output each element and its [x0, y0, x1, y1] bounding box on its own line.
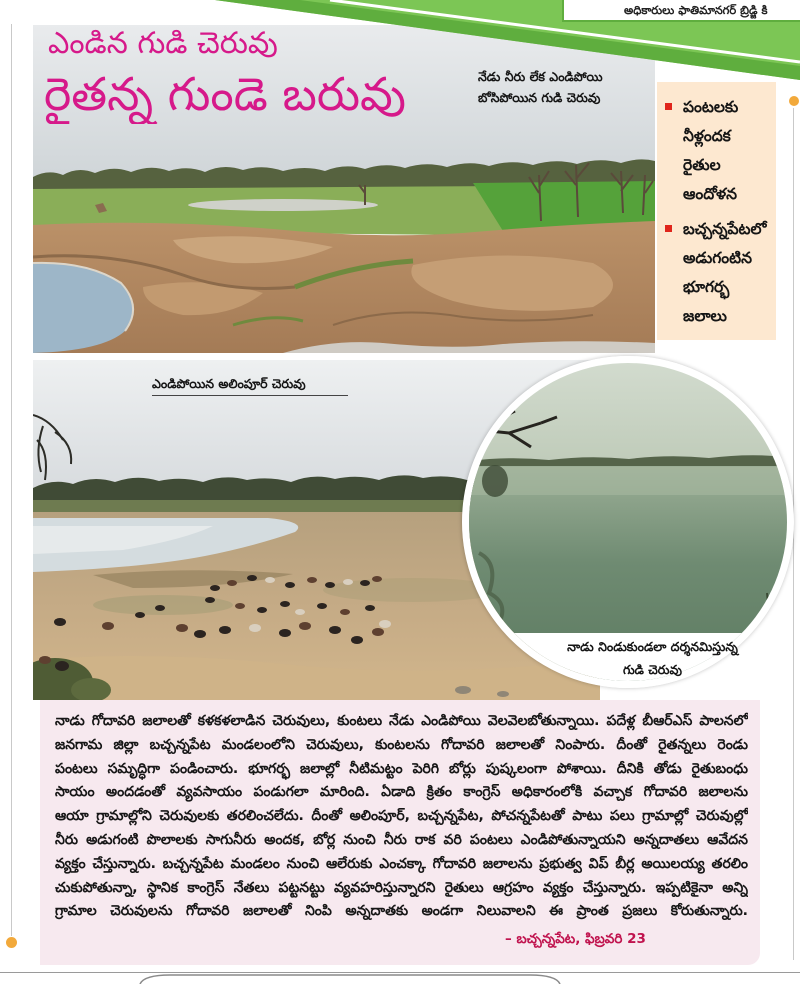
photo1-caption-line: నేడు నీరు లేక ఎండిపోయి — [478, 69, 603, 84]
highlight-line: అడుగంటిన — [683, 249, 752, 267]
photo1-caption-line: బోసిపోయిన గుడి చెరువు — [478, 90, 601, 105]
highlight-line: రైతుల — [683, 156, 721, 174]
highlight-line: బచ్చన్నపేటలో — [683, 220, 767, 238]
headline-title: రైతన్న గుండె బరువు — [44, 67, 406, 121]
article-line: వ్యక్తం చేస్తున్నారు. బచ్చన్నపేట మండలం నుంచి ఆలేరుకు ఎంచక్కా గోదావరి జలాలను ప్రభుత్వ విప్ బీర్ల అయిలయ్య తరలిం — [55, 855, 748, 872]
photo1-caption — [478, 66, 650, 108]
next-story-box-edge — [0, 964, 800, 984]
inset-caption-line: నాడు నిండుకుండలా దర్శనమిస్తున్న — [567, 639, 738, 654]
square-bullet-icon — [665, 103, 672, 110]
article-line: చుకుపోతున్నా, స్థానిక కాంగ్రెస్ నేతలు పట్టనట్టు వ్యవహరిస్తున్నారని రైతులు ఆగ్రహం వ్యక్తం చేస్తున్నారు. ఇప్పటికైనా అన్ని — [55, 879, 748, 896]
highlight-item — [657, 93, 776, 209]
highlight-line: పంటలకు — [683, 98, 739, 116]
highlight-item — [657, 215, 776, 331]
left-column-rule — [11, 24, 12, 936]
article-body-box — [40, 700, 760, 965]
photo2-caption: ఎండిపోయిన అలింపూర్ చెరువు — [152, 374, 348, 396]
highlight-line: జలాలు — [683, 307, 727, 325]
article-line: పంటలు సమృద్ధిగా పండించారు. భూగర్భ జలాల్లో నీటిమట్టం పెరిగి బోర్లు పుష్కలంగా పోశాయి. దీనికి తోడు రైతుబంధు — [55, 760, 748, 777]
article-line: నాడు గోదావరి జలాలతో కళకళలాడిన చెరువులు, కుంటలు నేడు ఎండిపోయి వెలవెలబోతున్నాయి. పదేళ్ల బీఆర్ఎస్ పాలనలో — [55, 713, 748, 729]
article-text — [55, 710, 748, 924]
article-line: ఆయా గ్రామాల్లోని చెరువులకు తరలించలేదు. దీంతో అలింపూర్, బచ్చన్నపేట, పోచన్నపేటతో పాటు పలు గ్రామాల్లో చెరువుల్లో — [55, 808, 748, 825]
inset-caption-line: గుడి చెరువు — [623, 662, 682, 677]
article-line: గ్రామాల చెరువులను గోదావరి జలాలతో నింపి అన్నదాతకు అండగా నిలువాలని ఈ ప్రాంత ప్రజలు కోరుతున్నారు. — [55, 903, 748, 920]
article-line: నీరు అడుగంటి పొలాలకు సాగునీరు అందక, బోర్ల నుంచి నీరు రాక వరి పంటలు ఎండిపోతున్నాయని అన్నదాతలు ఆవేదన — [55, 831, 748, 848]
article-dateline: – బచ్చన్నపేట, ఫిబ్రవరి 23 — [505, 931, 646, 947]
square-bullet-icon — [665, 225, 672, 232]
article-line: సాయం అందడంతో వ్యవసాయం పండుగలా మారింది. ఏడాది క్రితం కాంగ్రెస్ అధికారంలోకి వచ్చాక గోదావరి జలాలను — [55, 784, 748, 801]
headline-kicker: ఎండిన గుడి చెరువు — [48, 26, 278, 61]
highlight-line: నీళ్లందక — [683, 127, 731, 145]
top-story-text: అధికారులు ఫాతిమానగర్ బ్రిడ్జి కి — [624, 3, 768, 17]
article-line: జనగామ జిల్లా బచ్చన్నపేట మండలంలోని చెరువులు, కుంటలను గోదావరి జలాలతో నింపారు. దీంతో రైతన్నలు రెండు — [55, 736, 748, 753]
left-dot-icon — [6, 937, 17, 948]
highlight-line: ఆందోళన — [683, 185, 738, 203]
right-dot-icon — [789, 96, 799, 106]
highlight-line: భూగర్భ — [683, 278, 730, 296]
highlights-sidebar — [657, 82, 776, 340]
inset-photo-caption — [545, 635, 760, 681]
